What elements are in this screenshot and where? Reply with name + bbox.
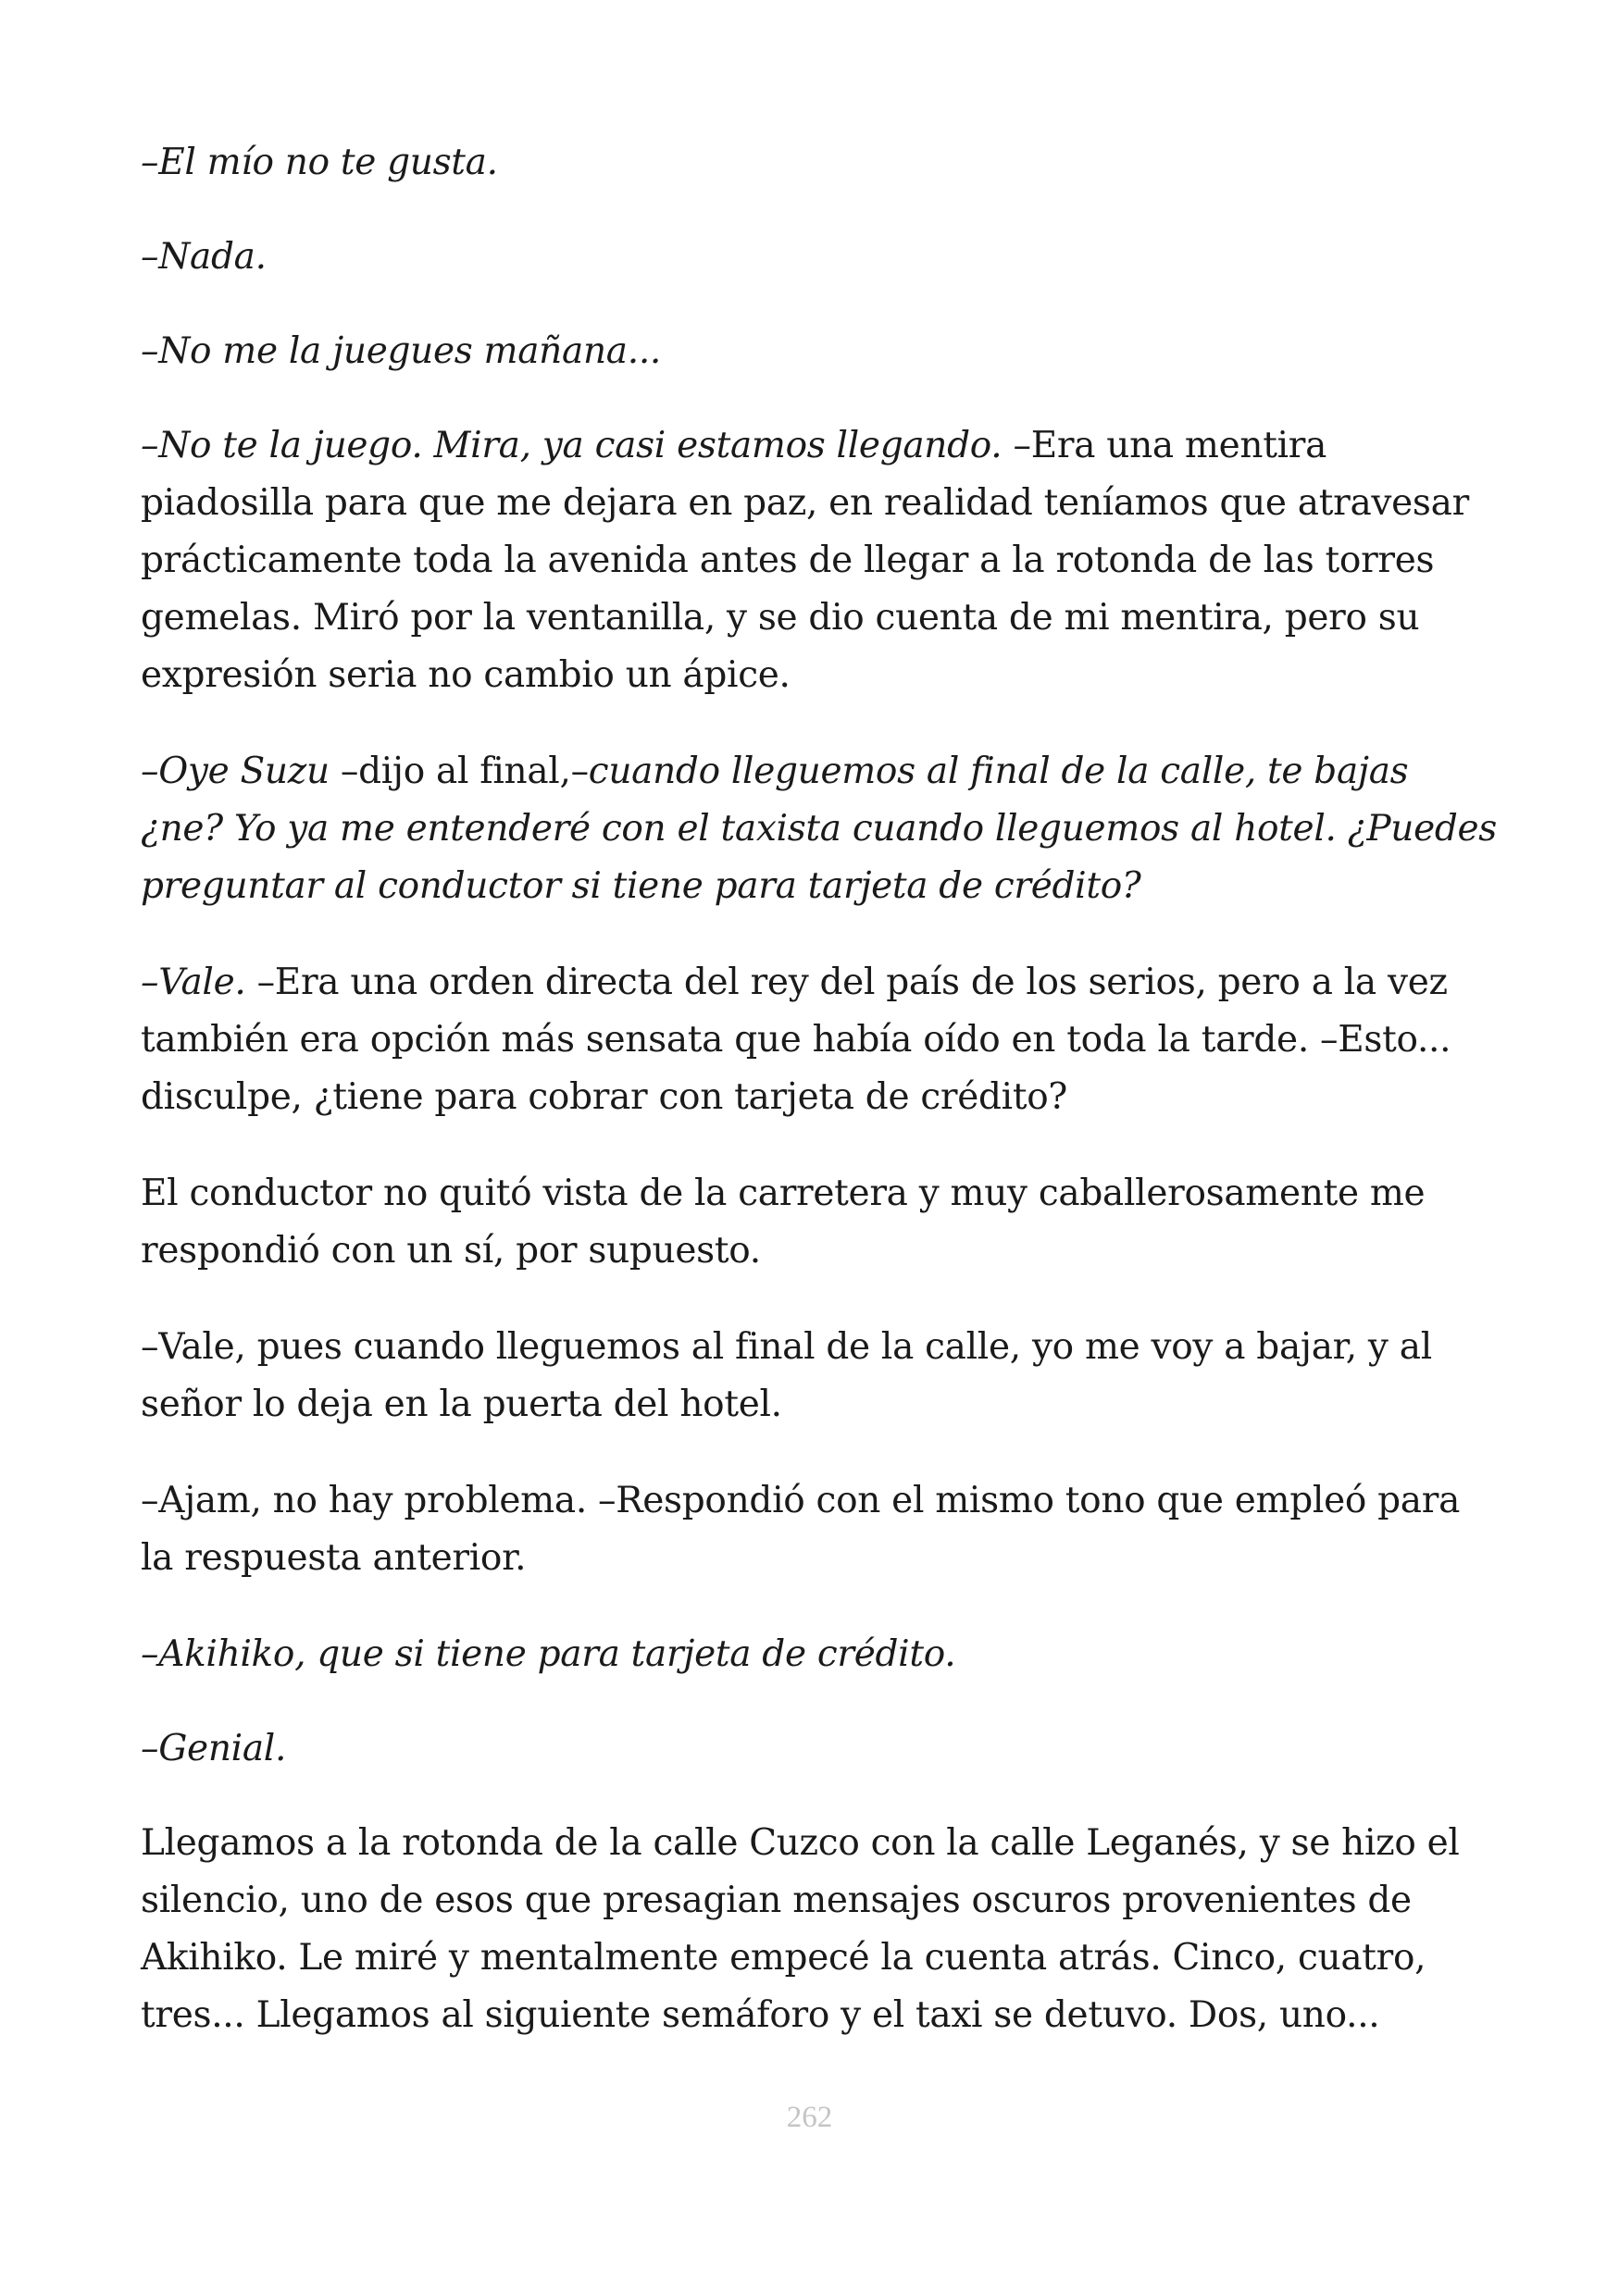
dialogue-text: –Akihiko, que si tiene para tarjeta de crédito. xyxy=(141,1633,956,1675)
paragraph-5 xyxy=(141,743,1501,915)
paragraph-6 xyxy=(141,954,1501,1126)
paragraph-12 xyxy=(141,1815,1501,2044)
narration-text: –dijo al final,– xyxy=(329,751,589,792)
paragraph-7 xyxy=(141,1165,1501,1280)
narration-text: –Era una orden directa del rey del país de los serios, pero a la vez también era opción más sensata que había oído en toda la tarde. –Esto... disculpe, ¿tiene para cobrar con tarjeta de crédito? xyxy=(141,962,1451,1118)
dialogue-text: –Nada. xyxy=(141,236,267,278)
paragraph-9 xyxy=(141,1472,1501,1587)
paragraph-3 xyxy=(141,323,1501,380)
narration-text: Llegamos a la rotonda de la calle Cuzco con la calle Leganés, y se hizo el silencio, uno de esos que presagian mensajes oscuros provenientes de Akihiko. Le miré y mentalmente empecé la cuenta atrás. Cinco, cuatro, tres... Llegamos al siguiente semáforo y el taxi se detuvo. Dos, uno... xyxy=(141,1822,1460,2036)
dialogue-text: –El mío no te gusta. xyxy=(141,142,498,183)
page-number: 262 xyxy=(786,2101,833,2134)
dialogue-text: –No me la juegues mañana... xyxy=(141,330,662,372)
paragraph-2 xyxy=(141,229,1501,286)
paragraph-10 xyxy=(141,1626,1501,1683)
narration-text: –Era una mentira piadosilla para que me dejara en paz, en realidad teníamos que atravesar prácticamente toda la avenida antes de llegar a la rotonda de las torres gemelas. Miró por la ventanilla, y se dio cuenta de mi mentira, pero su expresión seria no cambio un ápice. xyxy=(141,425,1469,696)
narration-text: –Ajam, no hay problema. –Respondió con el mismo tono que empleó para la respuesta anterior. xyxy=(141,1480,1461,1579)
dialogue-text: –Genial. xyxy=(141,1728,287,1769)
dialogue-text: cuando lleguemos al final de la calle, te bajas ¿ne? Yo ya me entenderé con el taxista cuando lleguemos al hotel. ¿Puedes preguntar al conductor si tiene para tarjeta de crédito? xyxy=(141,751,1498,907)
paragraph-1 xyxy=(141,134,1501,192)
narration-text: –Vale, pues cuando lleguemos al final de la calle, yo me voy a bajar, y al señor lo deja en la puerta del hotel. xyxy=(141,1326,1432,1425)
paragraph-4 xyxy=(141,417,1501,704)
narration-text: El conductor no quitó vista de la carretera y muy caballerosamente me respondió con un sí, por supuesto. xyxy=(141,1173,1426,1272)
paragraph-11 xyxy=(141,1720,1501,1778)
dialogue-text: –No te la juego. Mira, ya casi estamos llegando. xyxy=(141,425,1003,466)
dialogue-text: –Vale. xyxy=(141,962,246,1003)
page-body xyxy=(141,134,1501,2083)
dialogue-text: –Oye Suzu xyxy=(141,751,330,792)
paragraph-8 xyxy=(141,1319,1501,1433)
